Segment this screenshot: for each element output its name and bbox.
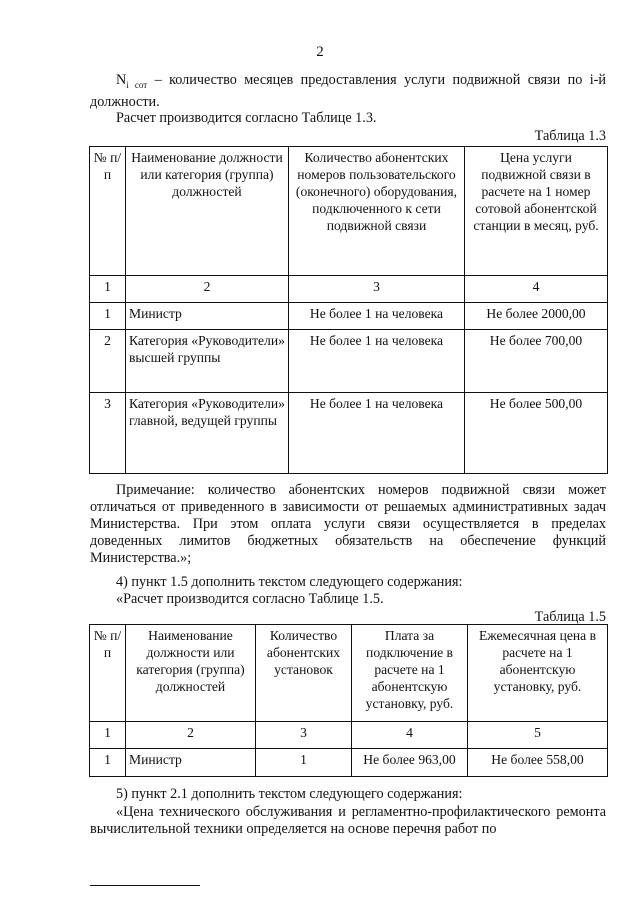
header-cell: Количество абонентских номеров пользовательского (оконечного) оборудования, подключенного к сети подвижной связи (289, 147, 465, 276)
position-name: Министр (126, 303, 289, 330)
column-number-row (90, 276, 608, 303)
item-4-calc: «Расчет производится согласно Таблице 1.5. (116, 591, 384, 607)
column-number: 4 (352, 722, 468, 749)
row-index: 2 (90, 330, 126, 393)
note-paragraph: Примечание: количество абонентских номеров подвижной связи может отличаться от приведенного в зависимости от решаемых административных задач Министерства. При этом оплата услуги связи осуществляется в пределах доведенных лимитов бюджетных обязательств на обеспечение функций Министерства.»; (90, 482, 606, 566)
header-cell: № п/п (90, 625, 126, 722)
header-cell: Плата за подключение в расчете на 1 абонентскую установку, руб. (352, 625, 468, 722)
table-row (90, 303, 608, 330)
column-number: 2 (126, 722, 256, 749)
row-index: 1 (90, 749, 126, 777)
column-number: 3 (289, 276, 465, 303)
formula-description: – количество месяцев предоставления услуги подвижной связи по i-й должности. (90, 72, 606, 110)
header-cell: Количество абонентских установок (256, 625, 352, 722)
number-limit: Не более 1 на человека (289, 393, 465, 474)
column-number: 5 (468, 722, 608, 749)
price-limit: Не более 700,00 (465, 330, 608, 393)
calc-reference: Расчет производится согласно Таблице 1.3. (116, 110, 377, 126)
connection-fee: Не более 963,00 (352, 749, 468, 777)
table-1-3 (89, 146, 608, 474)
number-limit: Не более 1 на человека (289, 330, 465, 393)
table-1-5-caption: Таблица 1.5 (534, 609, 606, 625)
column-number: 2 (126, 276, 289, 303)
column-number: 3 (256, 722, 352, 749)
header-cell: Наименование должности или категория (группа) должностей (126, 625, 256, 722)
formula-subscript: i сот (126, 79, 148, 90)
table-row (90, 330, 608, 393)
item-4: 4) пункт 1.5 дополнить текстом следующего содержания: (116, 574, 463, 590)
table-header-row (90, 625, 608, 722)
item-5-text: «Цена технического обслуживания и регламентно-профилактического ремонта вычислительной техники определяется на основе перечня работ по (90, 804, 606, 837)
price-limit: Не более 2000,00 (465, 303, 608, 330)
table-header-row (90, 147, 608, 276)
header-cell: № п/п (90, 147, 126, 276)
price-limit: Не более 500,00 (465, 393, 608, 474)
number-limit: Не более 1 на человека (289, 303, 465, 330)
table-1-5 (89, 624, 608, 777)
position-name: Категория «Руководители» главной, ведущей группы (126, 393, 289, 474)
row-index: 1 (90, 303, 126, 330)
footer-rule (90, 885, 200, 886)
column-number: 1 (90, 722, 126, 749)
column-number: 4 (465, 276, 608, 303)
position-name: Министр (126, 749, 256, 777)
item-5: 5) пункт 2.1 дополнить текстом следующего содержания: (116, 786, 463, 802)
header-cell: Цена услуги подвижной связи в расчете на 1 номер сотовой абонентской станции в месяц, руб. (465, 147, 608, 276)
column-number: 1 (90, 276, 126, 303)
page-number: 2 (316, 44, 324, 60)
table-row (90, 749, 608, 777)
intro-paragraph (90, 72, 606, 111)
row-index: 3 (90, 393, 126, 474)
formula-symbol: N (116, 72, 127, 88)
installation-count: 1 (256, 749, 352, 777)
monthly-price: Не более 558,00 (468, 749, 608, 777)
header-cell: Наименование должности или категория (группа) должностей (126, 147, 289, 276)
table-row (90, 393, 608, 474)
column-number-row (90, 722, 608, 749)
header-cell: Ежемесячная цена в расчете на 1 абонентскую установку, руб. (468, 625, 608, 722)
position-name: Категория «Руководители» высшей группы (126, 330, 289, 393)
table-1-3-caption: Таблица 1.3 (534, 128, 606, 144)
